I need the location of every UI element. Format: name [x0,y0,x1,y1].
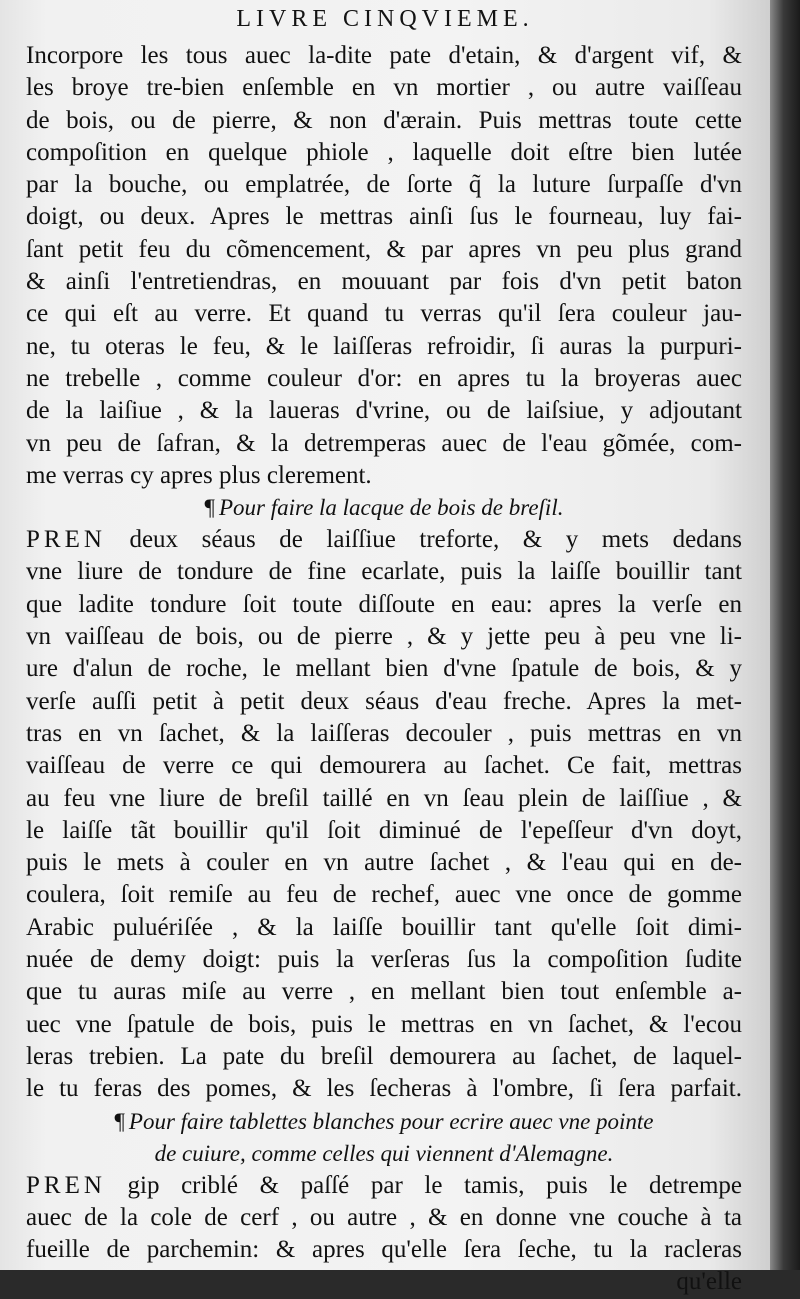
text-line: uec vne ſpatule de bois, puis le mettras en vn ſachet, & l'ecou [26,1010,742,1038]
text-line: doigt, ou deux. Apres le mettras ainſi ſus le fourneau, luy fai- [26,203,742,231]
text-line: ne trebelle , comme couleur d'or: en apres tu la broyeras auec [26,364,742,392]
section-heading-text: Pour faire tablettes blanches pour ecrire auec vne pointe [128,1108,654,1134]
text-line: fueille de parchemin: & apres qu'elle ſera ſeche, tu la racleras [26,1236,742,1264]
text-line: vaiſſeau de verre ce qui demourera au ſachet. Ce fait, mettras [26,752,742,780]
paragraph-initial: PREN [26,1171,106,1199]
page-text [26,40,742,1299]
text-line: compoſition en quelque phiole , laquelle doit eſtre bien lutée [26,138,742,166]
paragraph-initial: PREN [26,526,106,554]
text-line [26,524,742,556]
text-line: ure d'alun de roche, le mellant bien d'vne ſpatule de bois, & y [26,655,742,683]
text-line: de la laiſiue , & la laueras d'vrine, ou de laiſsiue, y adjoutant [26,397,742,425]
catchword: qu'elle [676,1268,742,1296]
section-heading-text: Pour faire la lacque de bois de breſil. [218,495,564,521]
text-line: ce qui eſt au verre. Et quand tu verras qu'il ſera couleur jau- [26,300,742,328]
text-line: de bois, ou de pierre, & non d'ærain. Puis mettras toute cette [26,106,742,134]
text-line: le tu feras des pomes, & les ſecheras à l'ombre, ſi ſera parfait. [26,1075,742,1103]
text-line: les broye tre-bien enſemble en vn mortier , ou autre vaiſſeau [26,74,742,102]
text-line [26,1170,742,1202]
text-line: le laiſſe tãt bouillir qu'il ſoit diminué de l'epeſſeur d'vn doyt, [26,816,742,844]
text-line: leras trebien. La pate du breſil demourera au ſachet, de laquel- [26,1042,742,1070]
text-line: & ainſi l'entretiendras, en mouuant par fois d'vn petit baton [26,268,742,296]
section-heading [26,1106,742,1138]
text-line: nuée de demy doigt: puis la verſeras ſus la compoſition ſudite [26,946,742,974]
text-line: coulera, ſoit remiſe au feu de rechef, auec vne once de gomme [26,881,742,909]
text-line-content: gip criblé & paſſé par le tamis, puis le detrempe [127,1171,743,1199]
text-line: auec de la cole de cerf , ou autre , & en donne vne couche à ta [26,1203,742,1231]
text-line: que tu auras miſe au verre , en mellant bien tout enſemble a- [26,978,742,1006]
text-line: par la bouche, ou emplatrée, de ſorte q̃ la luture ſurpaſſe d'vn [26,171,742,199]
text-line: tras en vn ſachet, & la laiſſeras decouler , puis mettras en vn [26,719,742,747]
book-spine-shadow [770,0,800,1270]
text-line: puis le mets à couler en vn autre ſachet , & l'eau qui en de- [26,849,742,877]
text-line: verſe auſſi petit à petit deux séaus d'eau freche. Apres la met- [26,687,742,715]
text-line: vne liure de tondure de fine ecarlate, puis la laiſſe bouillir tant [26,558,742,586]
text-line: au feu vne liure de breſil taillé en vn ſeau plein de laiſſiue , & [26,784,742,812]
section-heading-continuation: de cuiure, comme celles qui viennent d'Alemagne. [154,1140,614,1166]
text-line-content: deux séaus de laiſſiue treforte, & y mets dedans [129,526,742,554]
running-head: LIVRE CINQVIEME. [236,6,534,32]
pilcrow-mark: ¶ [114,1108,125,1134]
text-line: me verras cy apres plus clerement. [26,461,372,489]
text-line: Arabic puluériſée , & la laiſſe bouillir tant qu'elle ſoit dimi- [26,913,742,941]
text-line: vn peu de ſafran, & la detremperas auec de l'eau gõmée, com- [26,429,742,457]
text-line: ne, tu oteras le feu, & le laiſſeras refroidir, ſi auras la purpuri- [26,332,742,360]
text-line: Incorpore les tous auec la-dite pate d'etain, & d'argent vif, & [26,42,742,69]
section-heading [26,492,742,524]
text-line: ſant petit feu du cõmencement, & par apres vn peu plus grand [26,235,742,263]
text-line: vn vaiſſeau de bois, ou de pierre , & y jette peu à peu vne li- [26,623,742,651]
text-line: que ladite tondure ſoit toute diſſoute en eau: apres la verſe en [26,590,742,618]
pilcrow-mark: ¶ [204,495,215,521]
